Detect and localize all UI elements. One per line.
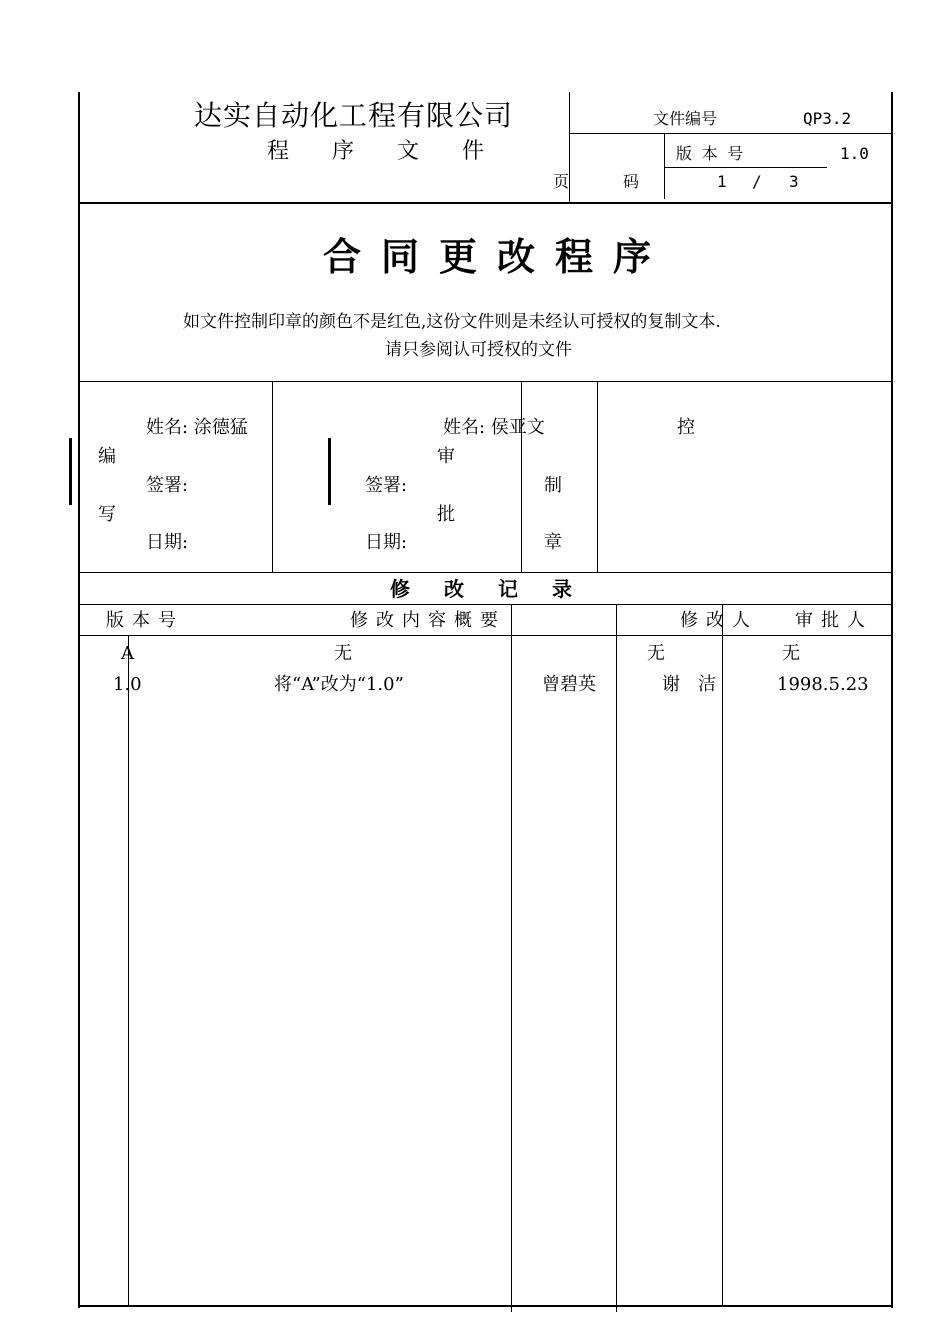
records-title-bottom-line <box>78 604 893 605</box>
approver-date: 日期: <box>365 532 408 553</box>
page-separator: / <box>752 172 762 191</box>
approver-sign: 签署: <box>365 475 408 496</box>
row2-mod-person: 谢 洁 <box>662 674 716 695</box>
row1-summary: 无 <box>334 643 352 664</box>
margin-bar-middle <box>328 438 331 505</box>
records-col-1 <box>128 635 129 1305</box>
version-value: 1.0 <box>840 144 869 163</box>
author-sign: 签署: <box>146 475 189 496</box>
author-name: 姓名: 涂德猛 <box>146 417 248 438</box>
row2-summary: 将“A”改为“1.0” <box>274 674 404 695</box>
page-label-2: 码 <box>623 172 640 191</box>
col-header-summary: 修改内容概要 <box>350 610 506 631</box>
row2-modifier: 曾碧英 <box>542 674 596 695</box>
file-no-value: QP3.2 <box>803 109 852 128</box>
header-bottom-line <box>78 202 893 204</box>
file-no-label: 文件编号 <box>653 109 718 128</box>
author-label-1: 编 <box>98 446 116 467</box>
company-name: 达实自动化工程有限公司 <box>194 99 514 132</box>
header-col-line <box>664 133 665 199</box>
outer-right-border <box>891 92 893 1308</box>
row2-date: 1998.5.23 <box>777 674 869 695</box>
outer-left-border <box>78 92 80 1308</box>
approver-name: 姓名: 侯亚文 <box>443 417 545 438</box>
stamp-label-1: 控 <box>677 417 695 438</box>
outer-bottom-border <box>78 1305 893 1307</box>
records-col-3 <box>616 605 617 1312</box>
header-row-line-2 <box>664 167 827 168</box>
sig-divider-2 <box>521 381 522 572</box>
records-title: 修改记录 <box>390 577 606 601</box>
approver-label-1: 审 <box>437 446 455 467</box>
document-type: 程 序 文 件 <box>267 139 502 164</box>
margin-bar-left <box>69 438 72 505</box>
approver-label-2: 批 <box>437 504 455 525</box>
sig-bottom-line <box>78 572 893 573</box>
sig-divider-1 <box>272 381 273 572</box>
author-date: 日期: <box>146 532 189 553</box>
author-label-2: 写 <box>98 504 116 525</box>
notice-line-1: 如文件控制印章的颜色不是红色,这份文件则是未经认可授权的复制文本. <box>183 312 721 332</box>
col-header-version: 版本号 <box>106 610 184 631</box>
stamp-label-2: 制 <box>544 475 562 496</box>
page-current: 1 <box>717 172 727 191</box>
document-title: 合同更改程序 <box>323 235 672 279</box>
page-total: 3 <box>789 172 799 191</box>
records-col-4 <box>722 605 723 1305</box>
col-header-approver: 审批人 <box>795 610 873 631</box>
header-row-line-1 <box>569 133 891 134</box>
notice-bottom-line <box>78 381 893 382</box>
header-divider <box>569 92 570 202</box>
version-label: 版 本 号 <box>676 144 744 163</box>
notice-line-2: 请只参阅认可授权的文件 <box>385 340 572 360</box>
records-col-2 <box>511 605 512 1312</box>
stamp-label-3: 章 <box>544 532 562 553</box>
row1-version: A <box>121 643 134 664</box>
row1-approver: 无 <box>782 643 800 664</box>
row2-version: 1.0 <box>113 674 142 695</box>
records-header-bottom-line <box>78 635 893 636</box>
sig-divider-3 <box>597 381 598 572</box>
page-label-1: 页 <box>553 172 570 191</box>
col-header-modifier: 修改人 <box>680 610 758 631</box>
row1-mod-person: 无 <box>647 643 665 664</box>
